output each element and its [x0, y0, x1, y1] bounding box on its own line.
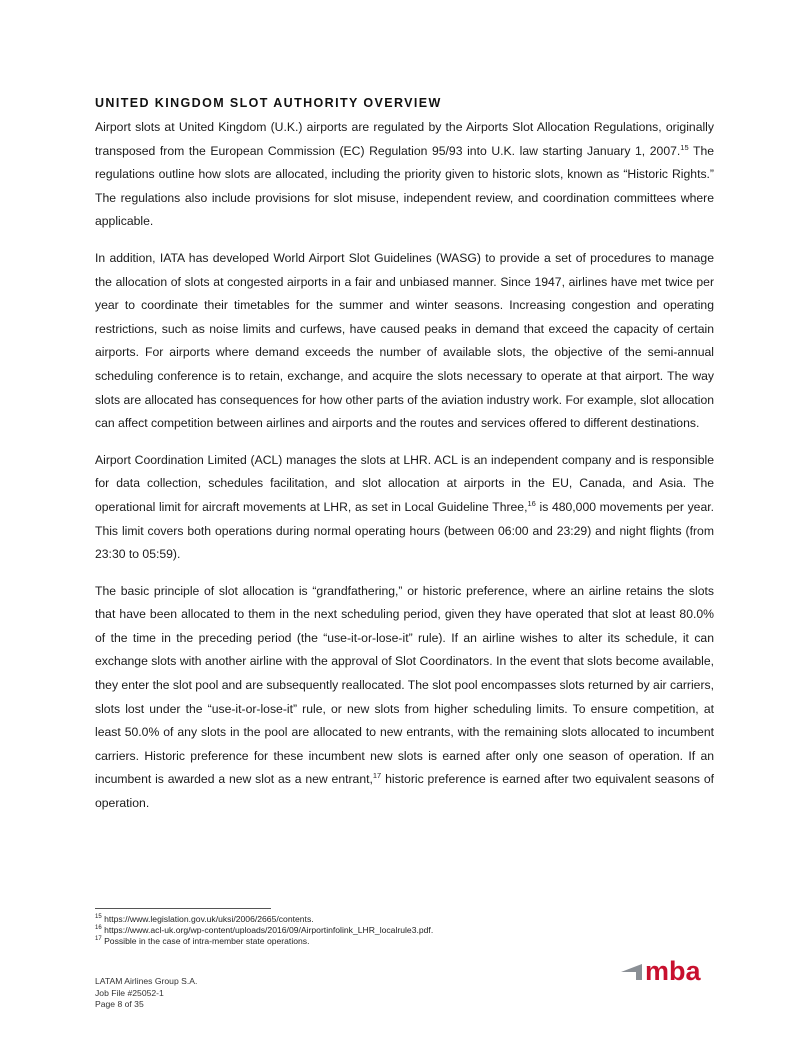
logo-text: mba	[645, 956, 701, 982]
paragraph-4	[95, 580, 714, 816]
paragraph-1-text-b: The regulations outline how slots are allocated, including the priority given to historic slots, known as “Historic Rights.” The regulations also include provisions for slot misuse, independent review, and coordination committees where applicable.	[95, 143, 714, 229]
footnote-link[interactable]: https://www.legislation.gov.uk/uksi/2006/2665/contents.	[101, 914, 314, 924]
footnote-number: 15	[95, 914, 102, 921]
section-heading: UNITED KINGDOM SLOT AUTHORITY OVERVIEW	[95, 96, 442, 110]
paragraph-3-text-a: Airport Coordination Limited (ACL) manages the slots at LHR. ACL is an independent company and is responsible for data collection, schedules facilitation, and slot allocation at airports in the EU, Canada, and Asia. The operational limit for aircraft movements at LHR, as set in Local Guideline Three,	[95, 452, 714, 514]
footnotes	[95, 914, 714, 948]
footnote-ref-15[interactable]: 15	[680, 142, 689, 152]
footnote-17	[95, 936, 714, 947]
footnote-link[interactable]: https://www.acl-uk.org/wp-content/uploads/2016/09/Airportinfolink_LHR_localrule3.pdf.	[101, 925, 434, 936]
paragraph-2: In addition, IATA has developed World Airport Slot Guidelines (WASG) to provide a set of procedures to manage the allocation of slots at congested airports in a fair and unbiased manner. Since 1947, airlines have met twice per year to coordinate their timetables for the summer and winter seasons. Increasing congestion and operating restrictions, such as noise limits and curfews, have caused peaks in demand that exceed the capacity of certain airports. For airports where demand exceeds the number of available slots, the objective of the semi-annual scheduling conference is to retain, exchange, and acquire the slots necessary to operate at that airport. The way slots are allocated has consequences for how other parts of the aviation industry work. For example, slot allocation can affect competition between airlines and airports and the routes and services offered to different destinations.	[95, 250, 714, 431]
page-content	[95, 96, 714, 829]
footnote-16	[95, 925, 714, 936]
paragraph-4-text-b: historic preference is earned after two equivalent seasons of operation.	[95, 772, 714, 811]
paragraph-3-text-b: is 480,000 movements per year. This limit covers both operations during normal operating hours (between 06:00 and 23:29) and night flights (from 23:30 to 05:59).	[95, 499, 714, 562]
footnote-15	[95, 914, 714, 925]
footnote-number: 17	[95, 936, 102, 943]
page-footer	[95, 976, 197, 1011]
footnote-ref-16[interactable]: 16	[527, 498, 536, 508]
logo-mark-icon	[621, 964, 642, 980]
footnote-text: Possible in the case of intra-member state operations.	[101, 936, 310, 947]
footnote-number: 16	[95, 925, 102, 932]
footnote-divider	[95, 908, 271, 909]
footnote-ref-17[interactable]: 17	[372, 771, 382, 781]
mba-logo	[620, 950, 720, 982]
paragraph-1	[95, 116, 714, 234]
footer-page-number: Page 8 of 35	[95, 999, 144, 1010]
paragraph-1-text-a: Airport slots at United Kingdom (U.K.) airports are regulated by the Airports Slot Allocation Regulations, originally transposed from the European Commission (EC) Regulation 95/93 into U.K. law starting January 1, 2007.	[95, 120, 714, 158]
footer-job-file: Job File #25052-1	[95, 987, 164, 998]
paragraph-3	[95, 449, 714, 567]
paragraph-4-text-a: The basic principle of slot allocation is “grandfathering,” or historic preference, where an airline retains the slots that have been allocated to them in the next scheduling period, given they have operated that slot at least 80.0% of the time in the preceding period (the “use-it-or-lose-it” rule). If an airline wishes to alter its schedule, it can exchange slots with another airline with the approval of Slot Coordinators. In the event that slots become available, they enter the slot pool and are subsequently reallocated. The slot pool encompasses slots returned by air carriers, slots lost under the “use-it-or-lose-it” rule, or new slots from higher scheduling limits. To ensure competition, at least 50.0% of any slots in the pool are allocated to new entrants, with the remaining slots allocated to incumbent carriers. Historic preference for these incumbent new slots is earned after only one season of operation. If an incumbent is awarded a new slot as a new entrant,	[95, 583, 714, 787]
footer-company: LATAM Airlines Group S.A.	[95, 976, 198, 986]
